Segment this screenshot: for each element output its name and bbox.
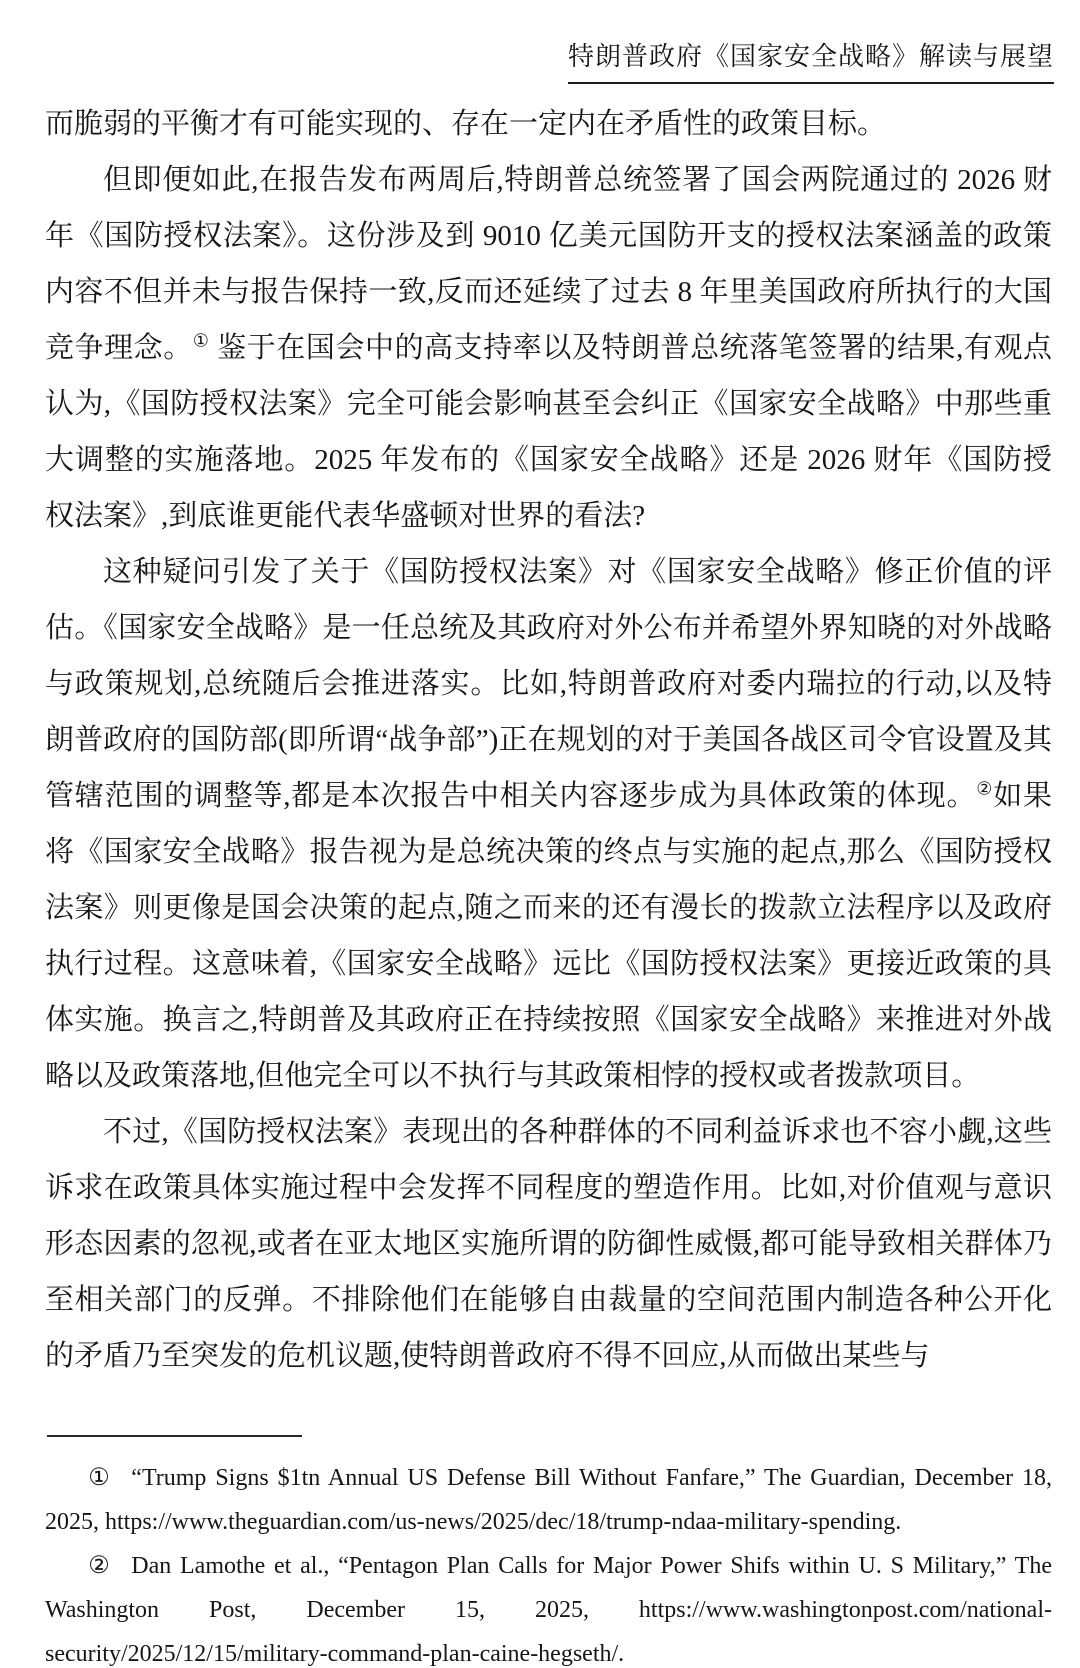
footnote-2 bbox=[45, 1544, 1052, 1668]
text-run: 如果将《国家安全战略》报告视为是总统决策的终点与实施的起点,那么《国防授权法案》则更像是国会决策的起点,随之而来的还有漫长的拨款立法程序以及政府执行过程。这意味着,《国家安全战略》远比《国防授权法案》更接近政策的具体实施。换言之,特朗普及其政府正在持续按照《国家安全战略》来推进对外战略以及政策落地,但他完全可以不执行与其政策相悖的授权或者拨款项目。 bbox=[45, 780, 1052, 1092]
footnote-ref-1: ① bbox=[192, 330, 210, 351]
running-head bbox=[45, 36, 1054, 84]
footnote-separator bbox=[47, 1435, 302, 1437]
text-run: 鉴于在国会中的高支持率以及特朗普总统落笔签署的结果,有观点认为,《国防授权法案》完全可能会影响甚至会纠正《国家安全战略》中那些重大调整的实施落地。2025 年发布的《国家安全战略》还是 2026 财年《国防授权法案》,到底谁更能代表华盛顿对世界的看法? bbox=[45, 332, 1052, 532]
footnote-marker-1: ① bbox=[88, 1465, 110, 1491]
body-paragraph-4 bbox=[45, 1104, 1052, 1384]
body-paragraph-2 bbox=[45, 152, 1052, 544]
footnote-ref-2: ② bbox=[976, 778, 994, 799]
footnote-marker-2: ② bbox=[88, 1553, 110, 1579]
footnotes bbox=[45, 1456, 1052, 1668]
text-run: 这种疑问引发了关于《国防授权法案》对《国家安全战略》修正价值的评估。《国家安全战略》是一任总统及其政府对外公布并希望外界知晓的对外战略与政策规划,总统随后会推进落实。比如,特朗普政府对委内瑞拉的行动,以及特朗普政府的国防部(即所谓“战争部”)正在规划的对于美国各战区司令官设置及其管辖范围的调整等,都是本次报告中相关内容逐步成为具体政策的体现。 bbox=[45, 556, 1052, 812]
text-run: 不过,《国防授权法案》表现出的各种群体的不同利益诉求也不容小觑,这些诉求在政策具体实施过程中会发挥不同程度的塑造作用。比如,对价值观与意识形态因素的忽视,或者在亚太地区实施所谓的防御性威慑,都可能导致相关群体乃至相关部门的反弹。不排除他们在能够自由裁量的空间范围内制造各种公开化的矛盾乃至突发的危机议题,使特朗普政府不得不回应,从而做出某些与 bbox=[45, 1116, 1052, 1372]
article-body bbox=[45, 96, 1052, 1384]
footnote-text-2: Dan Lamothe et al., “Pentagon Plan Calls for Major Power Shifs within U. S Military,” The Washington Post, December 15, 2025, https://www.washingtonpost.com/national-security/2025/12/15/military-command-plan-caine-hegseth/. bbox=[45, 1553, 1052, 1667]
footnote-1 bbox=[45, 1456, 1052, 1544]
running-head-title: 特朗普政府《国家安全战略》解读与展望 bbox=[568, 36, 1054, 84]
body-paragraph-1 bbox=[45, 96, 1052, 152]
footnote-text-1: “Trump Signs $1tn Annual US Defense Bill Without Fanfare,” The Guardian, December 18, 2025, https://www.theguardian.com/us-news/2025/dec/18/trump-ndaa-military-spending. bbox=[45, 1465, 1052, 1535]
text-run: 但即便如此,在报告发布两周后,特朗普总统签署了国会两院通过的 2026 财年《国防授权法案》。这份涉及到 9010 亿美元国防开支的授权法案涵盖的政策内容不但并未与报告保持一致,反而还延续了过去 8 年里美国政府所执行的大国竞争理念。 bbox=[45, 164, 1052, 364]
text-run: 而脆弱的平衡才有可能实现的、存在一定内在矛盾性的政策目标。 bbox=[45, 108, 887, 140]
body-paragraph-3 bbox=[45, 544, 1052, 1104]
